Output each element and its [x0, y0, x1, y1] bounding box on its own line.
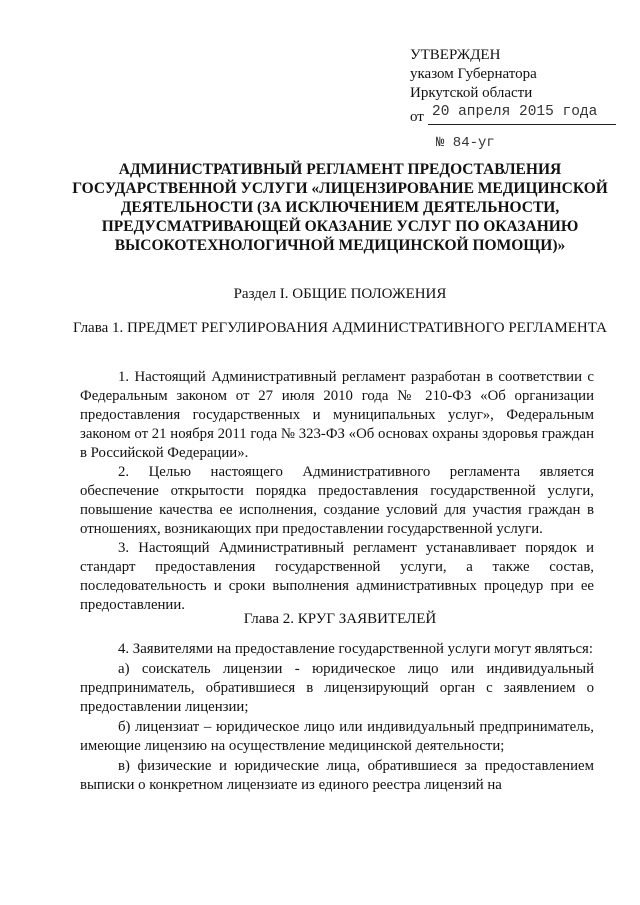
approval-region: Иркутской области [410, 85, 533, 101]
paragraph-2: 2. Целью настоящего Административного регламента является обеспечение открытости порядка предоставления государственной услуги, повышение качества ее исполнения, создание условий для участия граждан в отношениях, возникающих при предоставлении государственной услуги. [80, 464, 594, 537]
paragraph-3: 3. Настоящий Административный регламент устанавливает порядок и стандарт предоставления государственной услуги, а также состав, последовательность и сроки выполнения административных процедур при ее предоставлении. [80, 540, 594, 613]
paragraph-4b: б) лицензиат – юридическое лицо или индивидуальный предприниматель, имеющие лицензию на осуществление медицинской деятельности; [80, 719, 594, 754]
paragraph-1: 1. Настоящий Административный регламент разработан в соответствии с Федеральным законом от 27 июля 2010 года № 210-ФЗ «Об организации предоставления государственных и муниципальных услуг», Федеральным законом от 21 ноября 2011 года № 323-ФЗ «Об основах охраны здоровья граждан в Российской Федерации». [80, 369, 594, 461]
approval-date-underline [428, 124, 616, 125]
approval-stamp [410, 46, 610, 153]
chapter-2-heading: Глава 2. КРУГ ЗАЯВИТЕЛЕЙ [243, 611, 437, 627]
paragraph-4c: в) физические и юридические лица, обратившиеся за предоставлением выписки о конкретном лицензиате из единого реестра лицензий на [80, 758, 594, 793]
chapter-1-body [80, 368, 594, 615]
paragraph-4: 4. Заявителями на предоставление государственной услуги могут являться: [118, 641, 593, 657]
approval-decree: указом Губернатора [410, 66, 537, 82]
approval-date-line [410, 103, 610, 123]
paragraph-4a: а) соискатель лицензии - юридическое лицо или индивидуальный предприниматель, обратившиеся в лицензирующий орган с заявлением о предоставлении лицензии; [80, 661, 594, 715]
approval-date: 20 апреля 2015 года [432, 104, 598, 120]
chapter-1-heading: Глава 1. ПРЕДМЕТ РЕГУЛИРОВАНИЯ АДМИНИСТРАТИВНОГО РЕГЛАМЕНТА [73, 320, 607, 336]
approval-number: № 84-уг [436, 135, 495, 151]
document-title: АДМИНИСТРАТИВНЫЙ РЕГЛАМЕНТ ПРЕДОСТАВЛЕНИЯ ГОСУДАРСТВЕННОЙ УСЛУГИ «ЛИЦЕНЗИРОВАНИЕ МЕДИЦИНСКОЙ ДЕЯТЕЛЬНОСТИ (ЗА ИСКЛЮЧЕНИЕМ ДЕЯТЕЛЬНОСТИ, ПРЕДУСМАТРИВАЮЩЕЙ ОКАЗАНИЕ УСЛУГ ПО ОКАЗАНИЮ ВЫСОКОТЕХНОЛОГИЧНОЙ МЕДИЦИНСКОЙ ПОМОЩИ)» [72, 161, 608, 254]
section-heading: Раздел I. ОБЩИЕ ПОЛОЖЕНИЯ [233, 286, 447, 302]
approval-heading: УТВЕРЖДЕН [410, 47, 501, 63]
chapter-2-body [80, 640, 594, 796]
approval-date-prefix: от [410, 109, 424, 125]
